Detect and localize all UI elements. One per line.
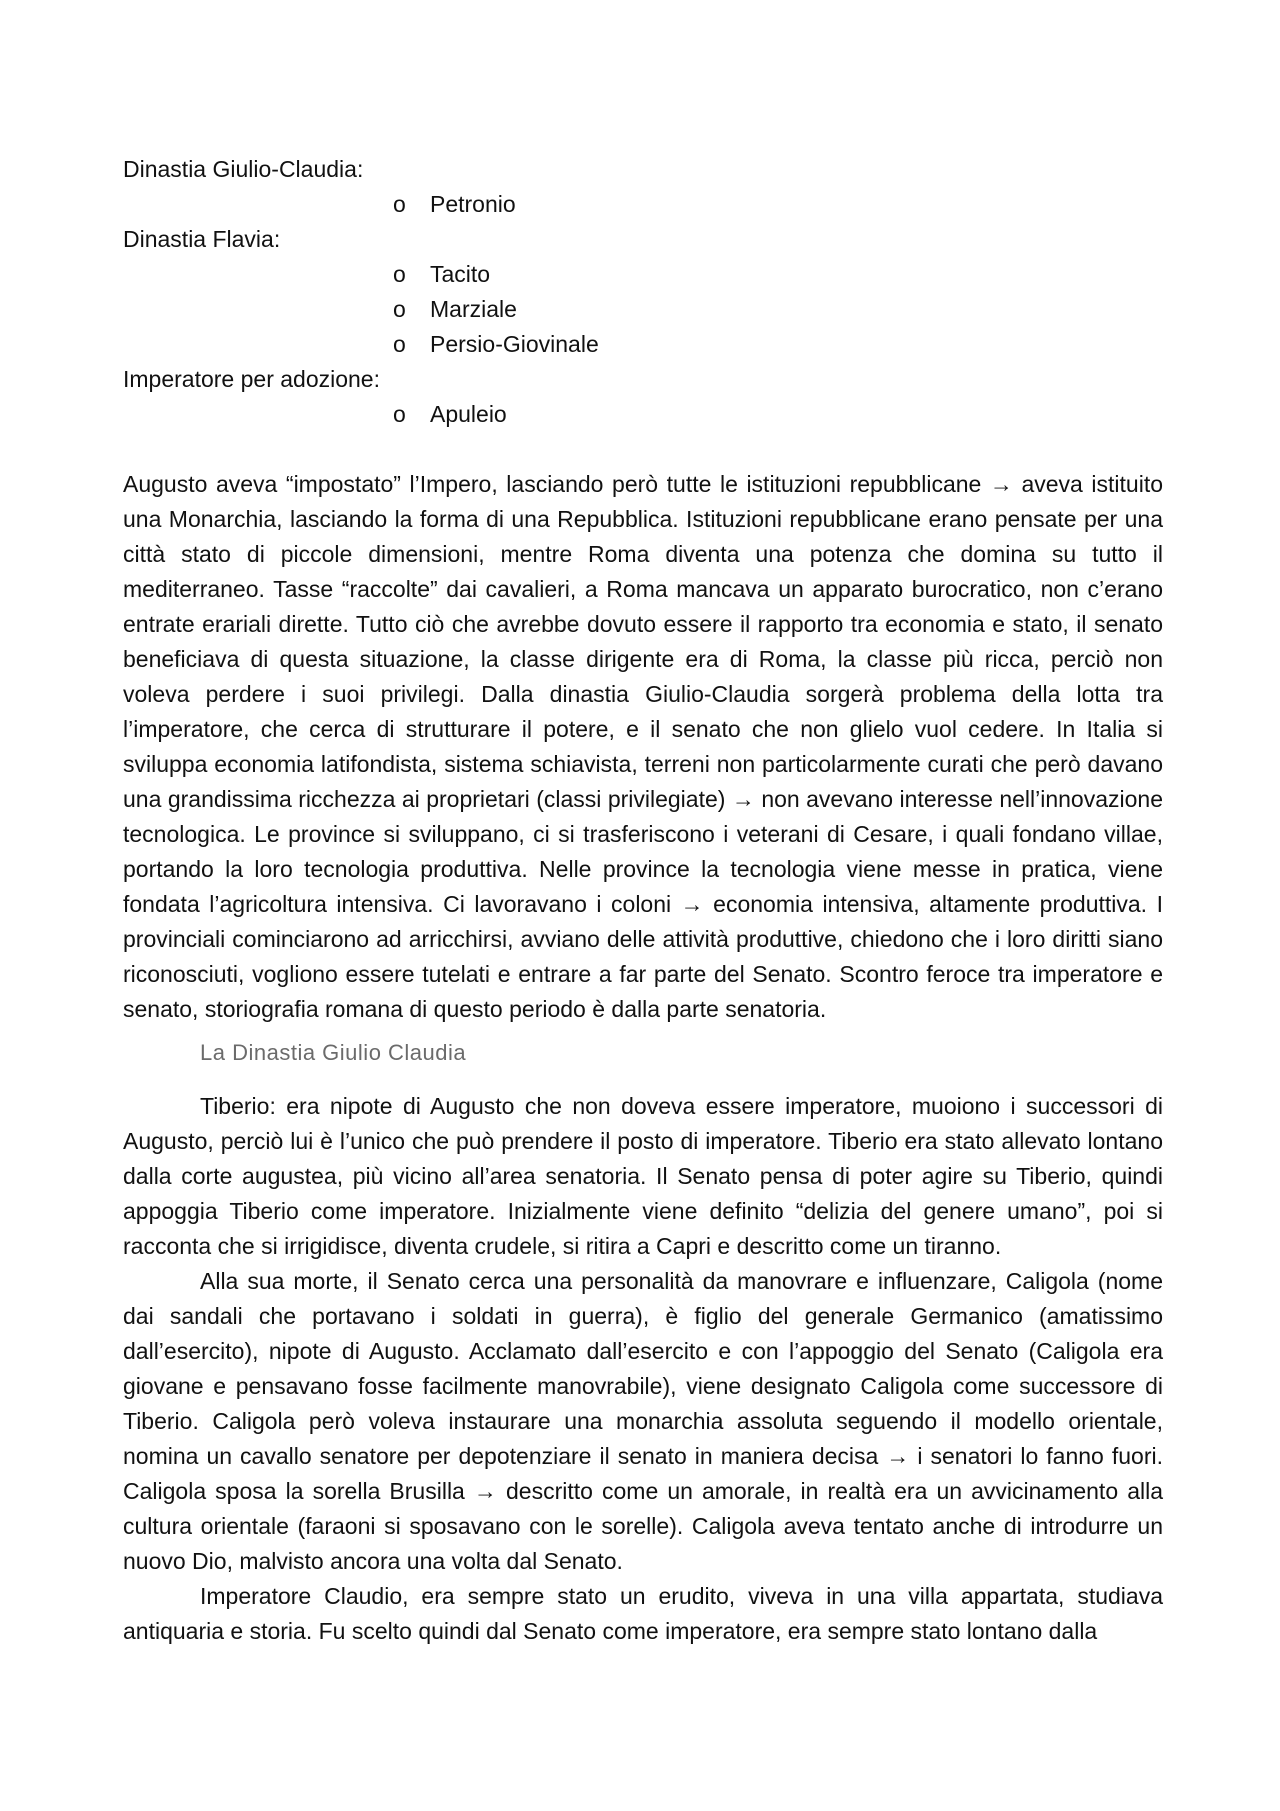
list-heading-giulio-claudia: Dinastia Giulio-Claudia:	[123, 156, 364, 182]
paragraph-claudio: Imperatore Claudio, era sempre stato un erudito, viveva in una villa appartata, studiava antiquaria e storia. Fu scelto quindi dal Senato come imperatore, era sempre stato lontano dalla	[123, 1583, 1163, 1644]
list-item-label: Petronio	[430, 191, 516, 217]
bullet-icon: o	[393, 296, 406, 322]
intro-paragraph: Augusto aveva “impostato” l’Impero, lasciando però tutte le istituzioni repubblicane → aveva istituito una Monarchia, lasciando la forma di una Repubblica. Istituzioni repubblicane erano pensate per una città stato di piccole dimensioni, mentre Roma diventa una potenza che domina su tutto il mediterraneo. Tasse “raccolte” dai cavalieri, a Roma mancava un apparato burocratico, non c’erano entrate erariali dirette. Tutto ciò che avrebbe dovuto essere il rapporto tra economia e stato, il senato beneficiava di questa situazione, la classe dirigente era di Roma, la classe più ricca, perciò non voleva perdere i suoi privilegi. Dalla dinastia Giulio-Claudia sorgerà problema della lotta tra l’imperatore, che cerca di strutturare il potere, e il senato che non glielo vuol cedere. In Italia si sviluppa economia latifondista, sistema schiavista, terreni non particolarmente curati che però davano una grandissima ricchezza ai proprietari (classi privilegiate) → non avevano interesse nell’innovazione tecnologica. Le province si sviluppano, ci si trasferiscono i veterani di Cesare, i quali fondano villae, portando la loro tecnologia produttiva. Nelle province la tecnologia viene messe in pratica, viene fondata l’agricoltura intensiva. Ci lavoravano i coloni → economia intensiva, altamente produttiva. I provinciali cominciarono ad arricchirsi, avviano delle attività produttive, chiedono che i loro diritti siano riconosciuti, vogliono essere tutelati e entrare a far parte del Senato. Scontro feroce tra imperatore e senato, storiografia romana di questo periodo è dalla parte senatoria.	[123, 471, 1163, 1022]
list-item-label: Marziale	[430, 296, 517, 322]
list-item	[123, 257, 1163, 292]
section-heading: La Dinastia Giulio Claudia	[200, 1040, 467, 1065]
bullet-icon: o	[393, 191, 406, 217]
list-item	[123, 292, 1163, 327]
bullet-icon: o	[393, 331, 406, 357]
paragraph-caligola: Alla sua morte, il Senato cerca una personalità da manovrare e influenzare, Caligola (nome dai sandali che portavano i soldati in guerra), è figlio del generale Germanico (amatissimo dall’esercito), nipote di Augusto. Acclamato dall’esercito e con l’appoggio del Senato (Caligola era giovane e pensavano fosse facilmente manovrabile), viene designato Caligola come successore di Tiberio. Caligola però voleva instaurare una monarchia assoluta seguendo il modello orientale, nomina un cavallo senatore per depotenziare il senato in maniera decisa → i senatori lo fanno fuori. Caligola sposa la sorella Brusilla → descritto come un amorale, in realtà era un avvicinamento alla cultura orientale (faraoni si sposavano con le sorelle). Caligola aveva tentato anche di introdurre un nuovo Dio, malvisto ancora una volta dal Senato.	[123, 1268, 1163, 1574]
list-item-label: Apuleio	[430, 401, 507, 427]
bullet-icon: o	[393, 261, 406, 287]
list-item-label: Tacito	[430, 261, 491, 287]
list-item	[123, 327, 1163, 362]
list-item-label: Persio-Giovinale	[430, 331, 599, 357]
spacer	[123, 432, 1163, 467]
list-heading-flavia: Dinastia Flavia:	[123, 226, 281, 252]
spacer	[123, 1077, 1163, 1089]
document-body	[123, 152, 1163, 1649]
list-item	[123, 397, 1163, 432]
list-item	[123, 187, 1163, 222]
list-heading-adozione: Imperatore per adozione:	[123, 366, 380, 392]
bullet-icon: o	[393, 401, 406, 427]
paragraph-tiberio: Tiberio: era nipote di Augusto che non doveva essere imperatore, muoiono i successori di Augusto, perciò lui è l’unico che può prendere il posto di imperatore. Tiberio era stato allevato lontano dalla corte augustea, più vicino all’area senatoria. Il Senato pensa di poter agire su Tiberio, quindi appoggia Tiberio come imperatore. Inizialmente viene definito “delizia del genere umano”, poi si racconta che si irrigidisce, diventa crudele, si ritira a Capri e descritto come un tiranno.	[123, 1093, 1163, 1259]
author-list	[123, 152, 1163, 432]
